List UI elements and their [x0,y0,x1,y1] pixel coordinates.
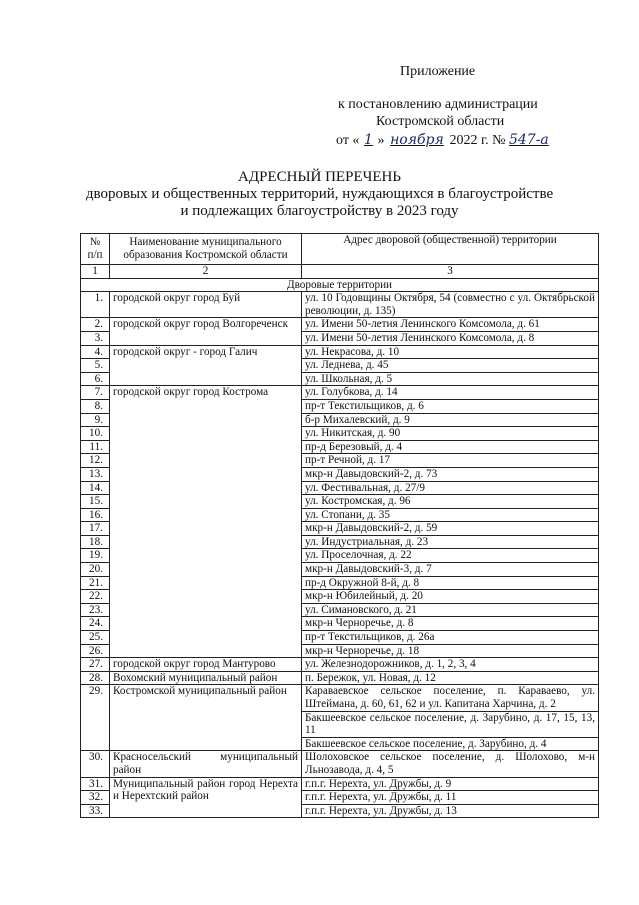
row-number: 19. [81,549,110,563]
address-cell: пр-т Текстильщиков, д. 6 [302,399,599,413]
municipality-cell: городской округ город Мантурово [110,658,302,672]
address-cell: г.п.г. Нерехта, ул. Дружбы, д. 13 [302,804,599,818]
row-number: 7. [81,386,110,400]
date-number: 547-а [508,132,549,148]
colnum-2: 2 [110,265,302,279]
address-cell: ул. 10 Годовщины Октября, 54 (совместно с ул. Октябрьской революции, д. 135) [302,292,599,318]
municipality-cell: городской округ город Буй [110,292,302,318]
header-number: № п/п [81,234,110,265]
address-cell: ул. Некрасова, д. 10 [302,345,599,359]
table-row [81,671,599,685]
table-colnum-row [81,265,599,279]
address-cell: п. Бережок, ул. Новая, д. 12 [302,671,599,685]
address-cell: пр-т Речной, д. 17 [302,454,599,468]
row-number: 6. [81,372,110,386]
address-cell: ул. Железнодорожников, д. 1, 2, 3, 4 [302,658,599,672]
table-row [81,318,599,332]
table-row [81,685,599,711]
row-number: 21. [81,576,110,590]
date-day: 1 [363,132,373,148]
row-number: 27. [81,658,110,672]
row-number: 12. [81,454,110,468]
date-line [336,132,549,149]
address-cell: мкр-н Давыдовский-2, д. 73 [302,467,599,481]
row-number [81,737,110,751]
municipality-cell: Костромской муниципальный район [110,685,302,751]
address-cell: г.п.г. Нерехта, ул. Дружбы, д. 11 [302,791,599,805]
date-prefix: от « [336,133,360,148]
row-number: 30. [81,751,110,777]
row-number: 22. [81,590,110,604]
row-number: 2. [81,318,110,332]
municipality-cell: городской округ город Волгореченск [110,318,302,345]
address-cell: ул. Имени 50-летия Ленинского Комсомола, д. 8 [302,331,599,345]
address-cell: г.п.г. Нерехта, ул. Дружбы, д. 9 [302,777,599,791]
address-cell: ул. Проселочная, д. 22 [302,549,599,563]
address-cell: б-р Михалевский, д. 9 [302,413,599,427]
address-cell: Бакшеевское сельское поселение, д. Зарубино, д. 17, 15, 13, 11 [302,711,599,737]
row-number: 4. [81,345,110,359]
date-year: 2022 г. № [449,133,506,148]
row-number: 28. [81,671,110,685]
row-number: 23. [81,603,110,617]
row-number: 32. [81,791,110,805]
section-row [81,278,599,292]
region-line: Костромской области [376,114,505,129]
address-cell: мкр-н Давыдовский-3, д. 7 [302,563,599,577]
address-cell: мкр-н Черноречье, д. 8 [302,617,599,631]
colnum-1: 1 [81,265,110,279]
table-row [81,386,599,400]
address-cell: ул. Симановского, д. 21 [302,603,599,617]
row-number: 24. [81,617,110,631]
date-mid: » [377,133,385,148]
table-row [81,777,599,791]
row-number: 29. [81,685,110,711]
row-number: 16. [81,508,110,522]
address-cell: мкр-н Давыдовский-2, д. 59 [302,522,599,536]
address-cell: пр-т Текстильщиков, д. 26а [302,631,599,645]
row-number: 10. [81,427,110,441]
title-main: АДРЕСНЫЙ ПЕРЕЧЕНЬ [238,169,401,185]
table-row [81,292,599,318]
row-number: 9. [81,413,110,427]
municipality-cell: городской округ - город Галич [110,345,302,386]
row-number [81,711,110,737]
table-row [81,345,599,359]
address-table [80,233,599,818]
table-header-row [81,234,599,265]
address-cell: ул. Костромская, д. 96 [302,495,599,509]
address-cell: ул. Стопани, д. 35 [302,508,599,522]
row-number: 3. [81,331,110,345]
address-cell: ул. Фестивальная, д. 27/9 [302,481,599,495]
address-cell: ул. Имени 50-летия Ленинского Комсомола, д. 61 [302,318,599,332]
address-cell: ул. Леднева, д. 45 [302,359,599,373]
table-row [81,751,599,777]
municipality-cell: Красносельский муниципальный район [110,751,302,777]
header-address: Адрес дворовой (общественной) территории [302,234,599,265]
address-cell: ул. Никитская, д. 90 [302,427,599,441]
row-number: 8. [81,399,110,413]
address-cell: ул. Голубкова, д. 14 [302,386,599,400]
row-number: 1. [81,292,110,318]
row-number: 17. [81,522,110,536]
colnum-3: 3 [302,265,599,279]
address-cell: Бакшеевское сельское поселение, д. Зарубино, д. 4 [302,737,599,751]
resolution-line: к постановлению администрации [338,97,538,112]
row-number: 15. [81,495,110,509]
row-number: 5. [81,359,110,373]
address-cell: ул. Школьная, д. 5 [302,372,599,386]
address-cell: ул. Индустриальная, д. 23 [302,535,599,549]
title-sub-1: дворовых и общественных территорий, нуждающихся в благоустройстве [85,186,554,202]
municipality-cell: Вохомский муниципальный район [110,671,302,685]
row-number: 18. [81,535,110,549]
municipality-cell: городской округ город Кострома [110,386,302,658]
address-cell: пр-д Окружной 8-й, д. 8 [302,576,599,590]
row-number: 31. [81,777,110,791]
row-number: 14. [81,481,110,495]
section-label: Дворовые территории [81,278,599,292]
municipality-cell: Муниципальный район город Нерехта и Нерехтский район [110,777,302,818]
row-number: 33. [81,804,110,818]
row-number: 26. [81,644,110,658]
address-cell: мкр-н Черноречье, д. 18 [302,644,599,658]
row-number: 20. [81,563,110,577]
title-sub-2: и подлежащих благоустройству в 2023 году [180,203,459,219]
address-cell: Караваевское сельское поселение, п. Караваево, ул. Штеймана, д. 60, 61, 62 и ул. Капитана Харчина, д. 2 [302,685,599,711]
table-row [81,658,599,672]
header-municipality: Наименование муниципального образования Костромской области [110,234,302,265]
address-cell: Шолоховское сельское поселение, д. Шолохово, м-н Льнозавода, д. 4, 5 [302,751,599,777]
address-cell: мкр-н Юбилейный, д. 20 [302,590,599,604]
row-number: 25. [81,631,110,645]
row-number: 11. [81,440,110,454]
address-cell: пр-д Березовый, д. 4 [302,440,599,454]
row-number: 13. [81,467,110,481]
appendix-label: Приложение [400,64,476,79]
date-month: ноября [390,132,444,148]
